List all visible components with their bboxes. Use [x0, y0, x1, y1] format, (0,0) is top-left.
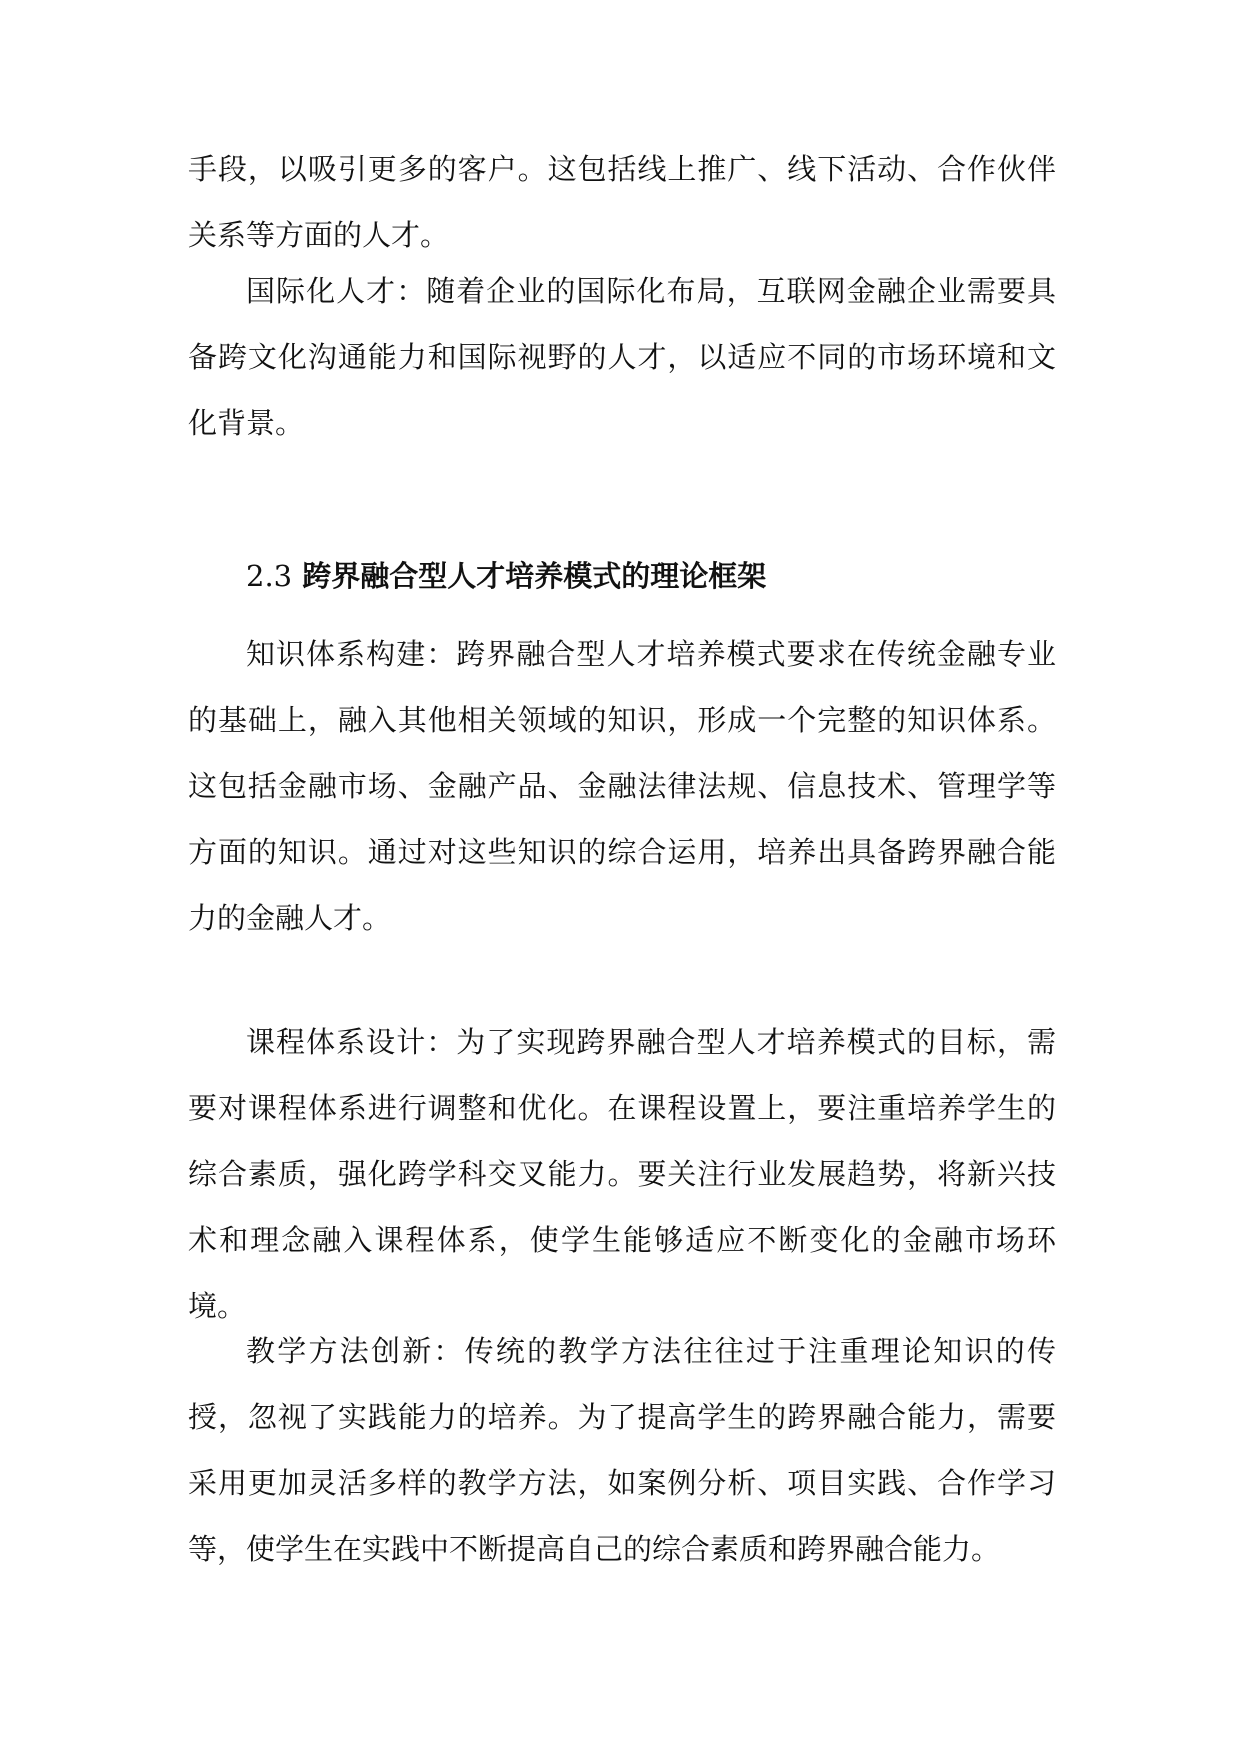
paragraph-international-talent: 国际化人才：随着企业的国际化布局，互联网金融企业需要具备跨文化沟通能力和国际视野的人才，以适应不同的市场环境和文化背景。	[188, 274, 1056, 440]
paragraph-curriculum-design: 课程体系设计：为了实现跨界融合型人才培养模式的目标，需要对课程体系进行调整和优化。在课程设置上，要注重培养学生的综合素质，强化跨学科交叉能力。要关注行业发展趋势，将新兴技术和理念融入课程体系，使学生能够适应不断变化的金融市场环境。	[188, 1025, 1056, 1323]
section-title: 跨界融合型人才培养模式的理论框架	[302, 559, 767, 593]
paragraph-marketing-talent-continued: 手段，以吸引更多的客户。这包括线上推广、线下活动、合作伙伴关系等方面的人才。	[188, 152, 1056, 252]
paragraph-teaching-innovation: 教学方法创新：传统的教学方法往往过于注重理论知识的传授，忽视了实践能力的培养。为了提高学生的跨界融合能力，需要采用更加灵活多样的教学方法，如案例分析、项目实践、合作学习等，使学生在实践中不断提高自己的综合素质和跨界融合能力。	[188, 1334, 1056, 1566]
section-heading	[246, 556, 766, 596]
section-number: 2.3	[246, 559, 293, 593]
paragraph-knowledge-system: 知识体系构建：跨界融合型人才培养模式要求在传统金融专业的基础上，融入其他相关领域的知识，形成一个完整的知识体系。这包括金融市场、金融产品、金融法律法规、信息技术、管理学等方面的知识。通过对这些知识的综合运用，培养出具备跨界融合能力的金融人才。	[188, 637, 1056, 935]
